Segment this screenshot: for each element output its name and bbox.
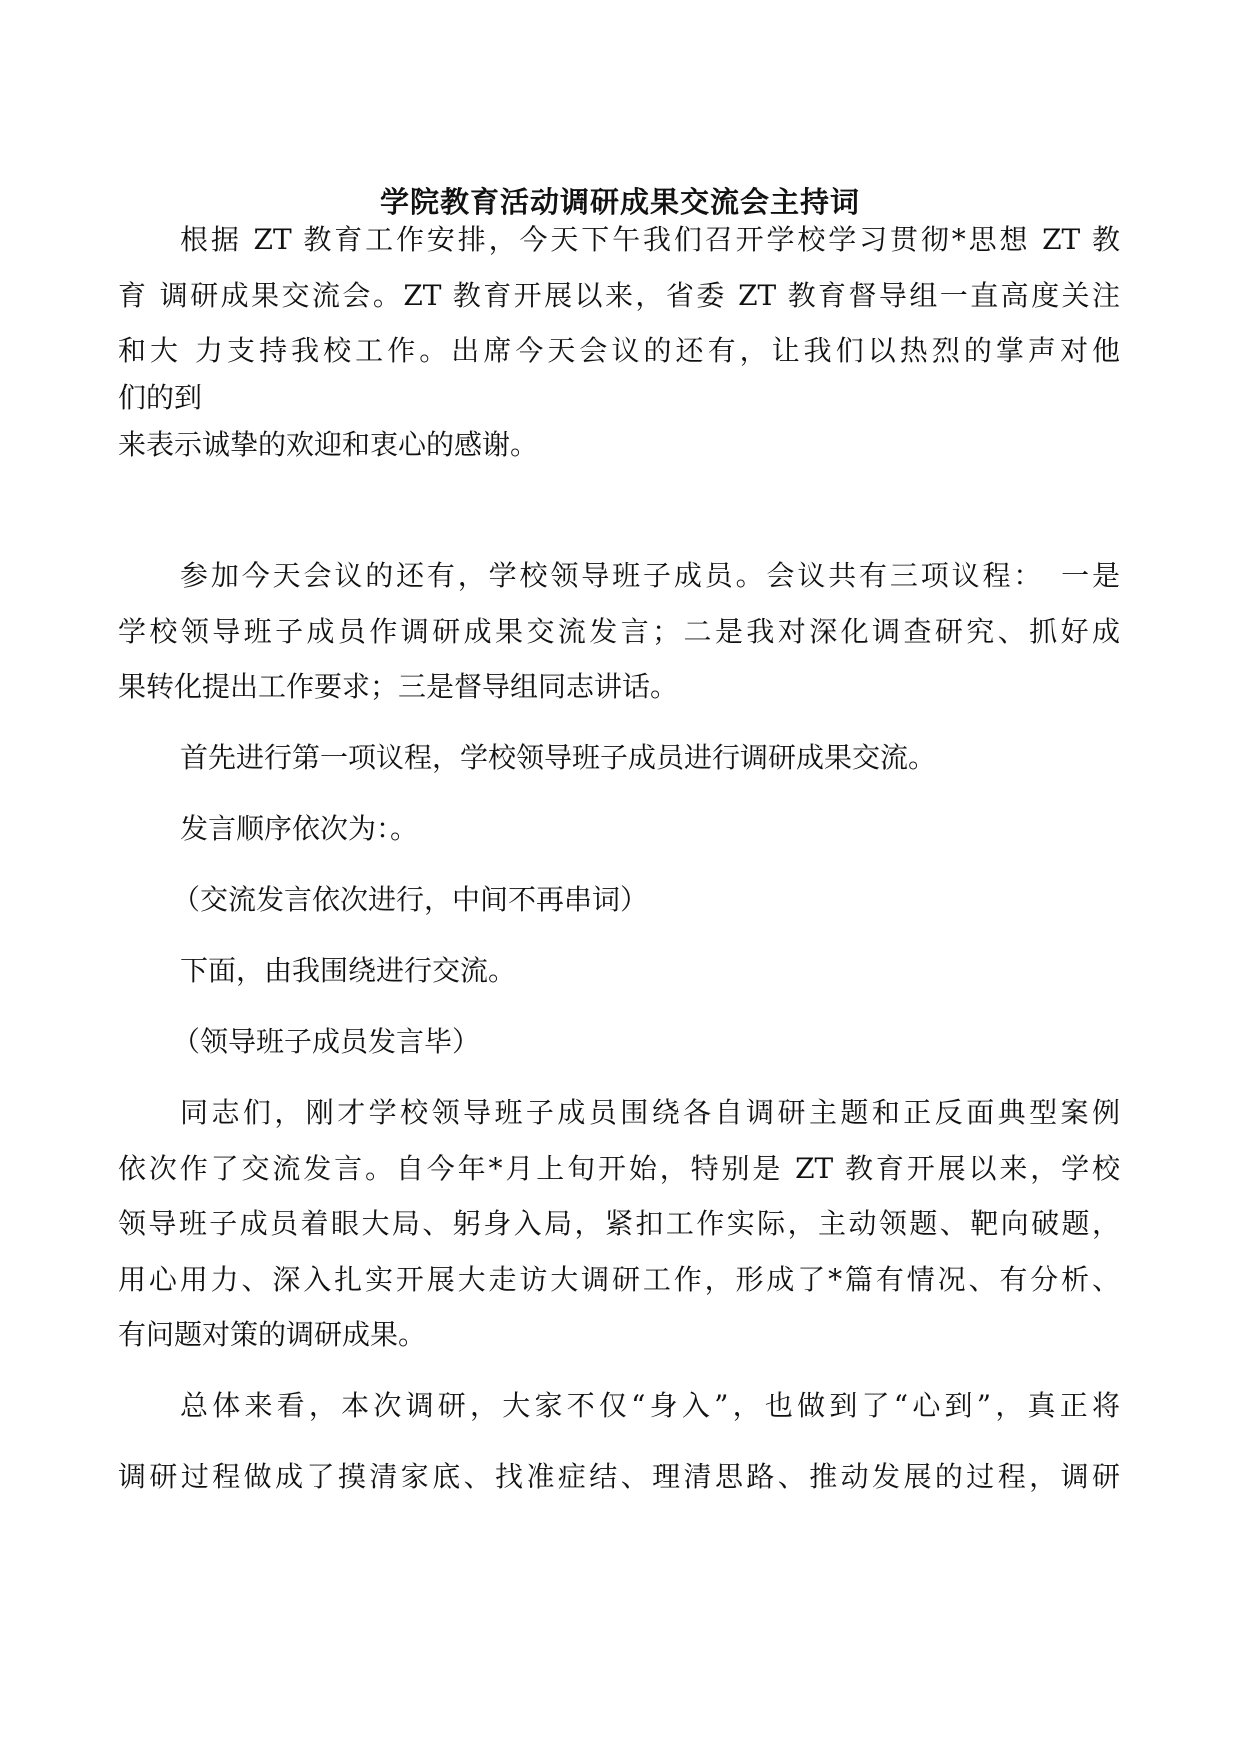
paragraph-2-line-3: 果转化提出工作要求；三是督导组同志讲话。 <box>118 670 679 703</box>
paragraph-5-line-1: （交流发言依次进行，中间不再串词） <box>172 883 649 916</box>
paragraph-8-line-2: 依次作了交流发言。自今年*月上旬开始，特别是 ZT 教育开展以来，学校 <box>118 1152 1120 1185</box>
document-title: 学院教育活动调研成果交流会主持词 <box>379 185 860 219</box>
paragraph-7-line-1: （领导班子成员发言毕） <box>172 1025 481 1058</box>
paragraph-8-line-1: 同志们，刚才学校领导班子成员围绕各自调研主题和正反面典型案例 <box>180 1096 1120 1129</box>
paragraph-8-line-3: 领导班子成员着眼大局、躬身入局，紧扣工作实际，主动领题、靶向破题， <box>118 1207 1120 1240</box>
paragraph-9-line-2: 调研过程做成了摸清家底、找准症结、理清思路、推动发展的过程，调研 <box>118 1460 1120 1493</box>
paragraph-4-line-1: 发言顺序依次为：。 <box>180 812 419 845</box>
paragraph-8-line-5: 有问题对策的调研成果。 <box>118 1318 427 1351</box>
paragraph-6-line-1: 下面，由我围绕进行交流。 <box>180 954 517 987</box>
paragraph-1-line-4: 们的到 <box>118 381 203 414</box>
paragraph-1-line-1: 根据 ZT 教育工作安排，今天下午我们召开学校学习贯彻*思想 ZT 教 <box>180 223 1120 256</box>
paragraph-9-line-1: 总体来看，本次调研，大家不仅“身入”，也做到了“心到”，真正将 <box>180 1389 1120 1422</box>
paragraph-2-line-1: 参加今天会议的还有，学校领导班子成员。会议共有三项议程： 一是 <box>180 559 1120 592</box>
paragraph-2-line-2: 学校领导班子成员作调研成果交流发言；二是我对深化调查研究、抓好成 <box>118 615 1120 648</box>
paragraph-8-line-4: 用心用力、深入扎实开展大走访大调研工作，形成了*篇有情况、有分析、 <box>118 1263 1120 1296</box>
paragraph-1-line-5: 来表示诚挚的欢迎和衷心的感谢。 <box>118 428 539 461</box>
paragraph-3-line-1: 首先进行第一项议程，学校领导班子成员进行调研成果交流。 <box>180 741 937 774</box>
paragraph-1-line-3: 和大 力支持我校工作。出席今天会议的还有，让我们以热烈的掌声对他 <box>118 334 1120 367</box>
paragraph-1-line-2: 育 调研成果交流会。ZT 教育开展以来，省委 ZT 教育督导组一直高度关注 <box>118 279 1120 312</box>
